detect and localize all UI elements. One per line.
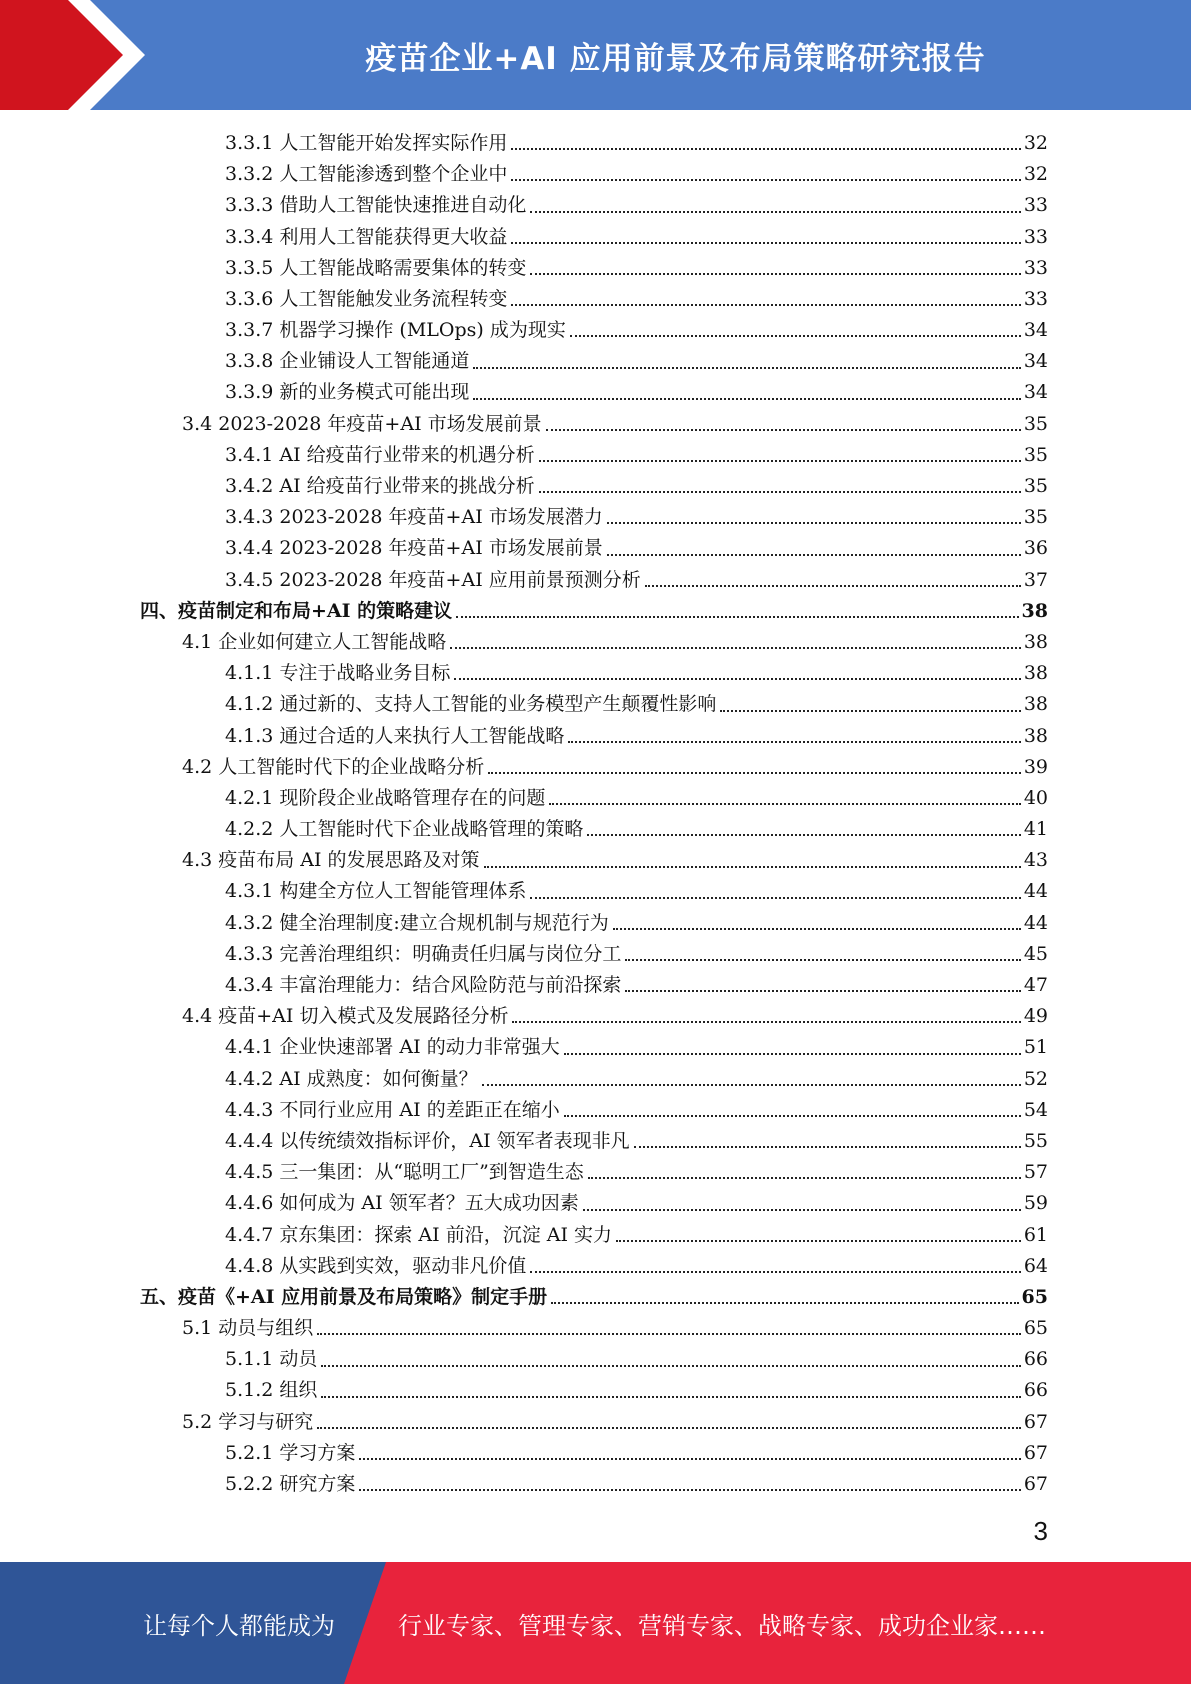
toc-dot-leader <box>359 1458 1020 1460</box>
toc-entry[interactable] <box>140 1126 1048 1157</box>
toc-dot-leader <box>588 1177 1021 1179</box>
toc-entry-page: 43 <box>1023 849 1048 872</box>
toc-dot-leader <box>607 522 1021 524</box>
toc-entry[interactable] <box>140 1032 1048 1063</box>
toc-entry[interactable] <box>140 752 1048 783</box>
toc-entry-title: 3.3.1 人工智能开始发挥实际作用 <box>225 131 508 154</box>
toc-dot-leader <box>454 678 1020 680</box>
toc-entry-page: 36 <box>1023 537 1048 560</box>
toc-entry-page: 52 <box>1023 1067 1048 1090</box>
footer-slogan-left: 让每个人都能成为 <box>143 1611 335 1640</box>
toc-entry-page: 45 <box>1023 942 1048 965</box>
toc-entry[interactable] <box>140 627 1048 658</box>
toc-entry-title: 4.3.2 健全治理制度:建立合规机制与规范行为 <box>225 911 609 934</box>
page-number: 3 <box>1033 1516 1048 1546</box>
toc-dot-leader <box>456 616 1018 618</box>
toc-dot-leader <box>583 1209 1021 1211</box>
toc-entry-page: 59 <box>1023 1192 1048 1215</box>
toc-entry-page: 33 <box>1023 287 1048 310</box>
toc-entry-title: 3.3.3 借助人工智能快速推进自动化 <box>225 194 527 217</box>
toc-entry-page: 65 <box>1021 1285 1048 1308</box>
toc-entry-title: 3.4.1 AI 给疫苗行业带来的机遇分析 <box>225 443 535 466</box>
toc-entry[interactable] <box>140 378 1048 409</box>
toc-entry[interactable] <box>140 1251 1048 1282</box>
toc-entry[interactable] <box>140 1001 1048 1032</box>
toc-entry-title: 3.4.3 2023-2028 年疫苗+AI 市场发展潜力 <box>225 506 603 529</box>
toc-dot-leader <box>473 367 1020 369</box>
toc-entry-title: 5.2.2 研究方案 <box>225 1473 356 1496</box>
toc-dot-leader <box>625 959 1020 961</box>
header-chevron-decoration <box>0 0 160 110</box>
toc-entry-title: 3.3.5 人工智能战略需要集体的转变 <box>225 256 527 279</box>
toc-entry[interactable] <box>140 721 1048 752</box>
toc-entry-title: 4.4.1 企业快速部署 AI 的动力非常强大 <box>225 1036 560 1059</box>
toc-entry[interactable] <box>140 689 1048 720</box>
toc-dot-leader <box>546 429 1021 431</box>
toc-dot-leader <box>539 491 1021 493</box>
toc-entry-title: 5.1.2 组织 <box>225 1379 318 1402</box>
toc-entry-title: 3.4.4 2023-2028 年疫苗+AI 市场发展前景 <box>225 537 603 560</box>
toc-entry-title: 3.3.8 企业铺设人工智能通道 <box>225 350 470 373</box>
toc-entry[interactable] <box>140 783 1048 814</box>
toc-entry-page: 34 <box>1023 381 1048 404</box>
toc-dot-leader <box>511 148 1020 150</box>
toc-entry-title: 3.4.2 AI 给疫苗行业带来的挑战分析 <box>225 475 535 498</box>
toc-entry-page: 32 <box>1023 131 1048 154</box>
toc-dot-leader <box>587 834 1020 836</box>
toc-entry-title: 4.4.8 从实践到实效，驱动非凡价值 <box>225 1254 527 1277</box>
toc-entry[interactable] <box>140 1188 1048 1219</box>
toc-entry-title: 4.1.2 通过新的、支持人工智能的业务模型产生颠覆性影响 <box>225 693 717 716</box>
toc-entry-page: 44 <box>1023 880 1048 903</box>
toc-dot-leader <box>512 1021 1020 1023</box>
toc-entry-title: 4.4.3 不同行业应用 AI 的差距正在缩小 <box>225 1098 560 1121</box>
toc-entry-page: 35 <box>1023 506 1048 529</box>
toc-entry-page: 37 <box>1023 568 1048 591</box>
toc-dot-leader <box>450 647 1021 649</box>
toc-entry-title: 5.2 学习与研究 <box>182 1410 314 1433</box>
toc-entry-title: 3.3.6 人工智能触发业务流程转变 <box>225 287 508 310</box>
toc-entry-title: 五、疫苗《+AI 应用前景及布局策略》制定手册 <box>140 1285 548 1308</box>
toc-entry-title: 3.3.2 人工智能渗透到整个企业中 <box>225 163 508 186</box>
toc-entry[interactable] <box>140 908 1048 939</box>
toc-entry[interactable] <box>140 1407 1048 1438</box>
toc-entry-page: 66 <box>1023 1348 1048 1371</box>
toc-entry[interactable] <box>140 502 1048 533</box>
toc-entry-title: 4.4.4 以传统绩效指标评价，AI 领军者表现非凡 <box>225 1129 630 1152</box>
toc-entry[interactable] <box>140 128 1048 159</box>
toc-entry-page: 57 <box>1023 1161 1048 1184</box>
toc-entry[interactable] <box>140 596 1048 627</box>
toc-entry-title: 4.1 企业如何建立人工智能战略 <box>182 630 447 653</box>
toc-dot-leader <box>613 928 1021 930</box>
toc-entry[interactable] <box>140 222 1048 253</box>
toc-entry-page: 61 <box>1023 1223 1048 1246</box>
toc-entry-title: 3.4.5 2023-2028 年疫苗+AI 应用前景预测分析 <box>225 568 641 591</box>
toc-dot-leader <box>473 398 1020 400</box>
toc-entry-title: 4.4 疫苗+AI 切入模式及发展路径分析 <box>182 1005 509 1028</box>
toc-entry[interactable] <box>140 284 1048 315</box>
toc-entry-page: 51 <box>1023 1036 1048 1059</box>
toc-entry-page: 39 <box>1023 755 1048 778</box>
toc-entry[interactable] <box>140 939 1048 970</box>
toc-entry-page: 41 <box>1023 818 1048 841</box>
toc-entry-page: 47 <box>1023 974 1048 997</box>
toc-entry-title: 4.4.5 三一集团：从“聪明工厂”到智造生态 <box>225 1161 584 1184</box>
toc-dot-leader <box>625 990 1020 992</box>
toc-entry-page: 35 <box>1023 412 1048 435</box>
toc-entry-page: 44 <box>1023 911 1048 934</box>
toc-entry-page: 38 <box>1023 630 1048 653</box>
toc-entry[interactable] <box>140 845 1048 876</box>
toc-dot-leader <box>539 460 1021 462</box>
toc-entry[interactable] <box>140 658 1048 689</box>
toc-entry-title: 3.4 2023-2028 年疫苗+AI 市场发展前景 <box>182 412 542 435</box>
toc-entry-page: 38 <box>1023 724 1048 747</box>
toc-dot-leader <box>645 585 1021 587</box>
toc-dot-leader <box>530 1271 1020 1273</box>
toc-dot-leader <box>607 554 1021 556</box>
toc-entry-title: 5.1.1 动员 <box>225 1348 318 1371</box>
toc-dot-leader <box>720 710 1020 712</box>
toc-dot-leader <box>321 1365 1020 1367</box>
toc-dot-leader <box>511 179 1020 181</box>
toc-entry-page: 54 <box>1023 1098 1048 1121</box>
toc-entry[interactable] <box>140 1282 1048 1313</box>
toc-entry-title: 4.1.1 专注于战略业务目标 <box>225 662 451 685</box>
toc-entry-page: 38 <box>1023 662 1048 685</box>
toc-entry-title: 4.3.1 构建全方位人工智能管理体系 <box>225 880 527 903</box>
toc-dot-leader <box>530 273 1020 275</box>
toc-entry-title: 4.4.6 如何成为 AI 领军者？五大成功因素 <box>225 1192 579 1215</box>
toc-entry-page: 38 <box>1021 599 1048 622</box>
toc-entry-title: 4.3.3 完善治理组织：明确责任归属与岗位分工 <box>225 942 622 965</box>
toc-entry-title: 5.1 动员与组织 <box>182 1317 314 1340</box>
toc-entry-page: 49 <box>1023 1005 1048 1028</box>
toc-dot-leader <box>482 1084 1021 1086</box>
table-of-contents <box>140 128 1048 1500</box>
toc-entry-title: 4.4.2 AI 成熟度：如何衡量？ <box>225 1067 478 1090</box>
toc-dot-leader <box>530 211 1020 213</box>
toc-entry-page: 67 <box>1023 1473 1048 1496</box>
toc-entry-page: 33 <box>1023 256 1048 279</box>
toc-entry-title: 4.3 疫苗布局 AI 的发展思路及对策 <box>182 849 480 872</box>
toc-entry-page: 35 <box>1023 443 1048 466</box>
toc-entry[interactable] <box>140 1344 1048 1375</box>
toc-entry[interactable] <box>140 533 1048 564</box>
toc-entry-title: 4.4.7 京东集团：探索 AI 前沿，沉淀 AI 实力 <box>225 1223 612 1246</box>
toc-entry-title: 3.3.4 利用人工智能获得更大收益 <box>225 225 508 248</box>
toc-entry-page: 67 <box>1023 1410 1048 1433</box>
toc-entry-page: 33 <box>1023 194 1048 217</box>
toc-dot-leader <box>321 1396 1020 1398</box>
toc-entry-page: 32 <box>1023 163 1048 186</box>
page-footer <box>0 1562 1191 1684</box>
toc-dot-leader <box>511 304 1020 306</box>
toc-entry[interactable] <box>140 1313 1048 1344</box>
toc-entry-title: 4.2.1 现阶段企业战略管理存在的问题 <box>225 786 546 809</box>
footer-slogan-right: 行业专家、管理专家、营销专家、战略专家、成功企业家…… <box>398 1611 1046 1640</box>
toc-entry-title: 3.3.9 新的业务模式可能出现 <box>225 381 470 404</box>
toc-entry-page: 66 <box>1023 1379 1048 1402</box>
toc-entry[interactable] <box>140 253 1048 284</box>
toc-entry[interactable] <box>140 471 1048 502</box>
toc-dot-leader <box>359 1489 1020 1491</box>
toc-entry[interactable] <box>140 1095 1048 1126</box>
toc-dot-leader <box>568 741 1020 743</box>
toc-entry-title: 4.2 人工智能时代下的企业战略分析 <box>182 755 485 778</box>
toc-entry[interactable] <box>140 1157 1048 1188</box>
toc-dot-leader <box>484 866 1021 868</box>
page-header <box>0 0 1191 110</box>
toc-entry[interactable] <box>140 565 1048 596</box>
toc-entry-page: 40 <box>1023 786 1048 809</box>
toc-entry-page: 38 <box>1023 693 1048 716</box>
toc-entry[interactable] <box>140 159 1048 190</box>
report-title: 疫苗企业+AI 应用前景及布局策略研究报告 <box>365 40 986 77</box>
toc-dot-leader <box>317 1333 1021 1335</box>
toc-entry[interactable] <box>140 440 1048 471</box>
toc-entry-page: 35 <box>1023 475 1048 498</box>
toc-dot-leader <box>634 1146 1021 1148</box>
toc-entry[interactable] <box>140 877 1048 908</box>
toc-entry[interactable] <box>140 1064 1048 1095</box>
toc-dot-leader <box>511 242 1020 244</box>
toc-entry-page: 55 <box>1023 1129 1048 1152</box>
toc-entry[interactable] <box>140 1438 1048 1469</box>
toc-entry[interactable] <box>140 409 1048 440</box>
toc-dot-leader <box>570 335 1021 337</box>
toc-dot-leader <box>564 1115 1021 1117</box>
toc-entry[interactable] <box>140 190 1048 221</box>
toc-entry[interactable] <box>140 970 1048 1001</box>
toc-entry-page: 34 <box>1023 350 1048 373</box>
toc-entry[interactable] <box>140 315 1048 346</box>
toc-dot-leader <box>317 1427 1021 1429</box>
toc-entry-page: 34 <box>1023 319 1048 342</box>
toc-entry-page: 33 <box>1023 225 1048 248</box>
toc-entry-title: 4.3.4 丰富治理能力：结合风险防范与前沿探索 <box>225 974 622 997</box>
toc-dot-leader <box>564 1053 1021 1055</box>
toc-entry[interactable] <box>140 1376 1048 1407</box>
toc-entry[interactable] <box>140 814 1048 845</box>
toc-entry-page: 64 <box>1023 1254 1048 1277</box>
toc-entry-page: 67 <box>1023 1441 1048 1464</box>
toc-dot-leader <box>530 897 1020 899</box>
toc-dot-leader <box>551 1302 1018 1304</box>
toc-entry[interactable] <box>140 346 1048 377</box>
toc-entry-title: 3.3.7 机器学习操作 (MLOps) 成为现实 <box>225 319 566 342</box>
toc-dot-leader <box>488 772 1021 774</box>
toc-dot-leader <box>616 1240 1021 1242</box>
toc-dot-leader <box>549 803 1020 805</box>
toc-entry[interactable] <box>140 1469 1048 1500</box>
toc-entry-title: 四、疫苗制定和布局+AI 的策略建议 <box>140 599 453 622</box>
toc-entry[interactable] <box>140 1220 1048 1251</box>
toc-entry-title: 4.2.2 人工智能时代下企业战略管理的策略 <box>225 818 584 841</box>
toc-entry-title: 4.1.3 通过合适的人来执行人工智能战略 <box>225 724 565 747</box>
toc-entry-title: 5.2.1 学习方案 <box>225 1441 356 1464</box>
toc-entry-page: 65 <box>1023 1317 1048 1340</box>
